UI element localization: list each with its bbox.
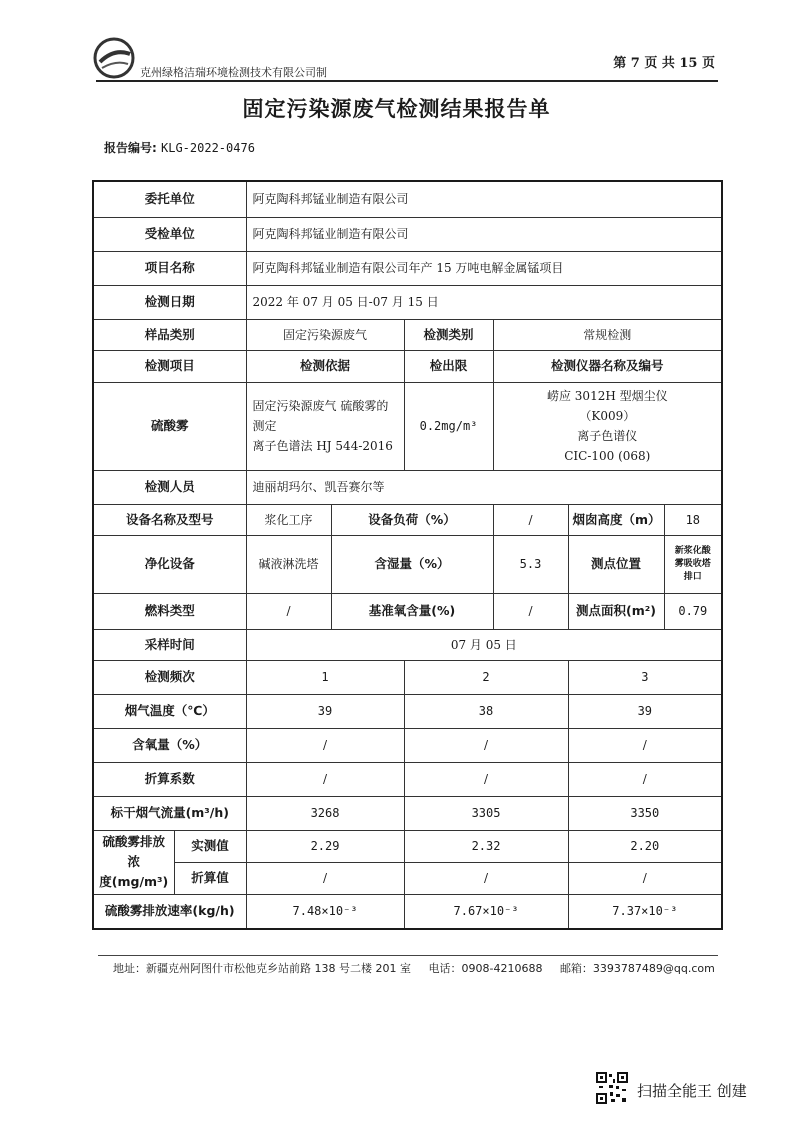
test-type-label: 检测类别 <box>404 319 493 350</box>
oxygen-row <box>93 728 722 762</box>
method-header-row <box>93 350 722 382</box>
qr-code-icon <box>596 1072 628 1104</box>
personnel-row <box>93 470 722 504</box>
footer <box>113 960 715 976</box>
factor-row <box>93 762 722 796</box>
sample-type-value: 固定污染源废气 <box>246 319 404 350</box>
factor-3: / <box>568 762 722 796</box>
project-label: 项目名称 <box>93 251 246 285</box>
report-number-value: KLG-2022-0476 <box>161 141 255 155</box>
method-item-header: 检测项目 <box>93 350 246 382</box>
factor-label: 折算系数 <box>93 762 246 796</box>
sampling-time-label: 采样时间 <box>93 629 246 660</box>
result-table <box>92 180 723 930</box>
footer-email: 邮箱：3393787489@qq.com <box>559 962 715 975</box>
sampling-time-value: 07 月 05 日 <box>246 629 722 660</box>
instrument-line1: 崂应 3012H 型烟尘仪 <box>546 389 668 403</box>
point-label: 测点位置 <box>568 535 664 593</box>
date-label: 检测日期 <box>93 285 246 319</box>
equipment-load-label: 设备负荷（%） <box>331 504 493 535</box>
measured-label: 实测值 <box>174 830 246 862</box>
fuel-value: / <box>246 593 331 629</box>
fuel-label: 燃料类型 <box>93 593 246 629</box>
conc-label-line1: 硫酸雾排放浓 <box>102 834 165 869</box>
point-value <box>664 535 722 593</box>
point-line1: 新浆化酸 <box>674 545 711 556</box>
company-name: 克州绿格洁瑞环境检测技术有限公司制 <box>140 66 327 79</box>
conc-label-line2: 度(mg/m³) <box>99 874 169 889</box>
method-item: 硫酸雾 <box>93 382 246 470</box>
oxygen-ref-label: 基准氧含量(%) <box>331 593 493 629</box>
flow-1: 3268 <box>246 796 404 830</box>
flow-3: 3350 <box>568 796 722 830</box>
rate-2: 7.67×10⁻³ <box>404 894 568 929</box>
page-title: 固定污染源废气检测结果报告单 <box>242 96 551 121</box>
equipment-row <box>93 504 722 535</box>
report-number <box>104 139 255 156</box>
rate-3: 7.37×10⁻³ <box>568 894 722 929</box>
inspected-label: 受检单位 <box>93 217 246 251</box>
area-value: 0.79 <box>664 593 722 629</box>
temp-1: 39 <box>246 694 404 728</box>
factor-2: / <box>404 762 568 796</box>
sample-type-label: 样品类别 <box>93 319 246 350</box>
test-type-value: 常规检测 <box>493 319 722 350</box>
moisture-label: 含湿量（%） <box>331 535 493 593</box>
inspected-row <box>93 217 722 251</box>
page-number: 第 7 页 共 15 页 <box>613 56 715 71</box>
converted-label: 折算值 <box>174 862 246 894</box>
converted-row <box>93 862 722 894</box>
date-value: 2022 年 07 月 05 日-07 月 15 日 <box>246 285 722 319</box>
flow-2: 3305 <box>404 796 568 830</box>
freq-2: 2 <box>404 660 568 694</box>
method-basis-line2: 离子色谱法 HJ 544-2016 <box>252 439 393 453</box>
method-instrument <box>493 382 722 470</box>
converted-2: / <box>404 862 568 894</box>
rate-row <box>93 894 722 929</box>
factor-1: / <box>246 762 404 796</box>
oxygen-2: / <box>404 728 568 762</box>
freq-1: 1 <box>246 660 404 694</box>
inspected-value: 阿克陶科邦锰业制造有限公司 <box>246 217 722 251</box>
method-basis <box>246 382 404 470</box>
moisture-value: 5.3 <box>493 535 568 593</box>
oxygen-ref-value: / <box>493 593 568 629</box>
equipment-name: 浆化工序 <box>246 504 331 535</box>
company-logo-icon <box>92 36 136 80</box>
oxygen-1: / <box>246 728 404 762</box>
client-row <box>93 181 722 217</box>
flow-label: 标干烟气流量(m³/h) <box>93 796 246 830</box>
equipment-name-label: 设备名称及型号 <box>93 504 246 535</box>
client-value: 阿克陶科邦锰业制造有限公司 <box>246 181 722 217</box>
flow-row <box>93 796 722 830</box>
method-instrument-header: 检测仪器名称及编号 <box>493 350 722 382</box>
personnel-value: 迪丽胡玛尔、凯吾赛尔等 <box>246 470 722 504</box>
point-line2: 雾吸收塔 <box>674 558 711 569</box>
client-label: 委托单位 <box>93 181 246 217</box>
project-row <box>93 251 722 285</box>
method-limit: 0.2mg/m³ <box>404 382 493 470</box>
instrument-line3: 离子色谱仪 <box>577 429 638 443</box>
measured-2: 2.32 <box>404 830 568 862</box>
converted-3: / <box>568 862 722 894</box>
oxygen-label: 含氧量（%） <box>93 728 246 762</box>
freq-3: 3 <box>568 660 722 694</box>
purify-row <box>93 535 722 593</box>
oxygen-3: / <box>568 728 722 762</box>
instrument-line2: （K009） <box>579 409 636 423</box>
date-row <box>93 285 722 319</box>
method-basis-line1: 固定污染源废气 硫酸雾的测定 <box>252 399 389 433</box>
measured-3: 2.20 <box>568 830 722 862</box>
conc-label <box>93 830 174 894</box>
temp-row <box>93 694 722 728</box>
point-line3: 排口 <box>683 571 702 582</box>
instrument-line4: CIC-100 (068) <box>564 449 651 463</box>
stack-height-label: 烟囱高度（m） <box>568 504 664 535</box>
converted-1: / <box>246 862 404 894</box>
rate-1: 7.48×10⁻³ <box>246 894 404 929</box>
area-label: 测点面积(m²) <box>568 593 664 629</box>
purify-value: 碱液淋洗塔 <box>246 535 331 593</box>
personnel-label: 检测人员 <box>93 470 246 504</box>
purify-label: 净化设备 <box>93 535 246 593</box>
measured-1: 2.29 <box>246 830 404 862</box>
stack-height: 18 <box>664 504 722 535</box>
rate-label: 硫酸雾排放速率(kg/h) <box>93 894 246 929</box>
scanner-watermark: 扫描全能王 创建 <box>637 1082 747 1100</box>
method-row <box>93 382 722 470</box>
footer-address: 地址：新疆克州阿图什市松他克乡站前路 138 号二楼 201 室 <box>113 962 411 975</box>
project-value: 阿克陶科邦锰业制造有限公司年产 15 万吨电解金属锰项目 <box>246 251 722 285</box>
sampling-time-row <box>93 629 722 660</box>
method-basis-header: 检测依据 <box>246 350 404 382</box>
sample-type-row <box>93 319 722 350</box>
header-divider <box>96 80 718 82</box>
equipment-load: / <box>493 504 568 535</box>
method-limit-header: 检出限 <box>404 350 493 382</box>
fuel-row <box>93 593 722 629</box>
footer-divider <box>98 955 718 956</box>
footer-phone: 电话：0908-4210688 <box>428 962 543 975</box>
temp-label: 烟气温度（℃） <box>93 694 246 728</box>
freq-row <box>93 660 722 694</box>
measured-row <box>93 830 722 862</box>
freq-label: 检测频次 <box>93 660 246 694</box>
report-number-label: 报告编号: <box>104 141 157 155</box>
temp-3: 39 <box>568 694 722 728</box>
temp-2: 38 <box>404 694 568 728</box>
